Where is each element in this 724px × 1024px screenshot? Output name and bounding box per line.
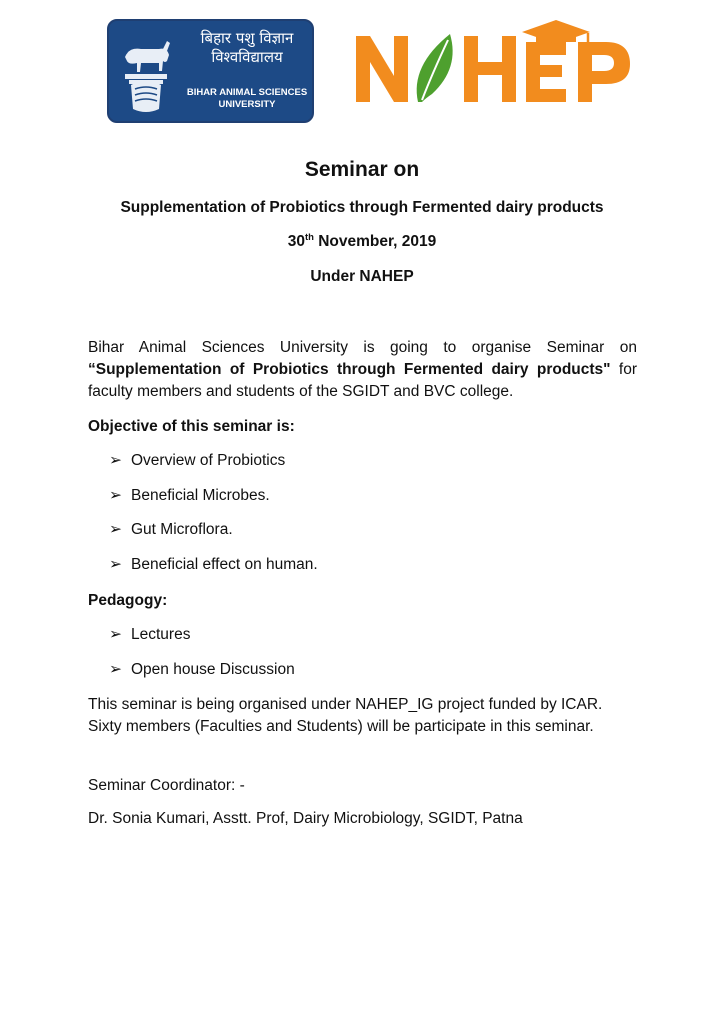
basu-hindi-name bbox=[185, 29, 309, 67]
page-title: Seminar on bbox=[304, 158, 420, 181]
arrow-bullet-icon: ➢ bbox=[109, 626, 122, 643]
seminar-topic: Supplementation of Probiotics through Fermented dairy products bbox=[120, 199, 604, 216]
objective-text: Gut Microflora. bbox=[131, 521, 233, 538]
arrow-bullet-icon: ➢ bbox=[109, 452, 122, 469]
intro-text-end: for faculty members and students of the SGIDT and BVC college. bbox=[88, 361, 637, 400]
pedagogy-heading: Pedagogy: bbox=[88, 592, 168, 609]
basu-hindi-line2: विश्वविद्यालय bbox=[211, 48, 283, 66]
basu-english-line1: BIHAR ANIMAL SCIENCES bbox=[186, 87, 308, 98]
basu-logo bbox=[107, 19, 314, 123]
date-day: 30 bbox=[287, 233, 305, 250]
program-line: Under NAHEP bbox=[310, 268, 414, 285]
pedagogy-text: Open house Discussion bbox=[131, 661, 295, 678]
pedagogy-text: Lectures bbox=[131, 626, 191, 643]
intro-text-start: Bihar Animal Sciences University is going to organise Seminar on bbox=[88, 339, 637, 356]
basu-english-name bbox=[183, 87, 311, 111]
date-suffix: th bbox=[304, 232, 314, 243]
coordinator-name: Dr. Sonia Kumari, Asstt. Prof, Dairy Microbiology, SGIDT, Patna bbox=[88, 810, 523, 827]
objective-text: Beneficial Microbes. bbox=[131, 487, 270, 504]
arrow-bullet-icon: ➢ bbox=[109, 661, 122, 678]
funding-paragraph: This seminar is being organised under NAHEP_IG project funded by ICAR. Sixty members (Faculties and Students) will be participate in this seminar. bbox=[88, 696, 603, 735]
intro-text-topic: “Supplementation of Probiotics through Fermented dairy products" bbox=[88, 361, 611, 378]
objective-text: Beneficial effect on human. bbox=[131, 556, 318, 573]
coordinator-label: Seminar Coordinator: - bbox=[88, 777, 245, 794]
basu-english-line2: UNIVERSITY bbox=[218, 99, 276, 110]
pedagogy-item bbox=[109, 624, 190, 646]
seminar-date bbox=[0, 233, 724, 251]
lion-capital-emblem-icon bbox=[115, 27, 177, 117]
arrow-bullet-icon: ➢ bbox=[109, 487, 122, 504]
date-rest: November, 2019 bbox=[313, 233, 437, 250]
nahep-logo bbox=[352, 18, 634, 104]
intro-paragraph bbox=[88, 337, 637, 403]
arrow-bullet-icon: ➢ bbox=[109, 521, 122, 538]
arrow-bullet-icon: ➢ bbox=[109, 556, 122, 573]
objective-item bbox=[109, 450, 285, 472]
objective-text: Overview of Probiotics bbox=[131, 452, 286, 469]
objectives-heading: Objective of this seminar is: bbox=[88, 418, 295, 435]
objective-item bbox=[109, 485, 270, 507]
pedagogy-item bbox=[109, 659, 295, 681]
objective-item bbox=[109, 554, 318, 576]
basu-hindi-line1: बिहार पशु विज्ञान bbox=[200, 29, 294, 47]
objective-item bbox=[109, 519, 233, 541]
